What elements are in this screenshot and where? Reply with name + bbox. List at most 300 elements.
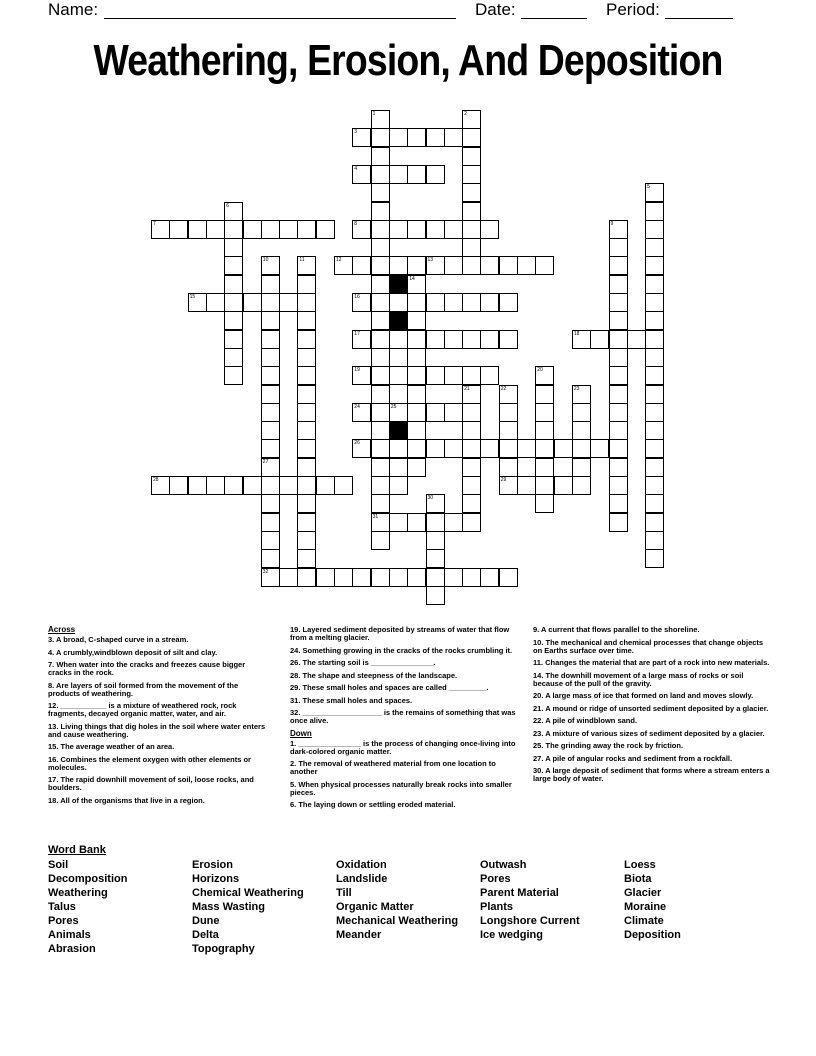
crossword-cell[interactable] bbox=[371, 531, 390, 550]
crossword-cell[interactable] bbox=[371, 568, 390, 587]
clue-down-5: 5. When physical processes naturally break rocks into smaller pieces. bbox=[290, 779, 512, 797]
crossword-cell[interactable] bbox=[389, 165, 408, 184]
clue-down-20: 20. A large mass of ice that formed on land and moves slowly. bbox=[533, 691, 754, 700]
crossword-cell[interactable] bbox=[371, 147, 390, 166]
crossword-cell[interactable] bbox=[462, 165, 481, 184]
crossword-cell[interactable] bbox=[297, 220, 316, 239]
crossword-cell[interactable] bbox=[645, 458, 664, 477]
crossword-cell[interactable] bbox=[517, 256, 536, 275]
crossword-cell[interactable] bbox=[297, 513, 316, 532]
crossword-cell[interactable] bbox=[389, 458, 408, 477]
crossword-cell[interactable] bbox=[499, 330, 518, 349]
crossword-cell[interactable] bbox=[462, 147, 481, 166]
crossword-cell[interactable] bbox=[371, 238, 390, 257]
crossword-cell[interactable] bbox=[535, 366, 554, 385]
crossword-cell[interactable] bbox=[371, 494, 390, 513]
crossword-cell[interactable] bbox=[426, 513, 445, 532]
clue-number: 10 bbox=[262, 257, 269, 264]
crossword-cell[interactable] bbox=[480, 568, 499, 587]
crossword-cell[interactable] bbox=[444, 293, 463, 312]
crossword-cell[interactable] bbox=[224, 275, 243, 294]
crossword-cell[interactable] bbox=[261, 311, 280, 330]
crossword-cell[interactable] bbox=[279, 568, 298, 587]
crossword-cell[interactable] bbox=[645, 385, 664, 404]
crossword-cell[interactable] bbox=[609, 403, 628, 422]
clue-across-12: 12. ___________ is a mixture of weathered rock, rock fragments, decayed organic matter, water, and air. bbox=[48, 701, 237, 718]
crossword-cell[interactable] bbox=[462, 202, 481, 221]
word-bank-item: Horizons bbox=[192, 873, 240, 885]
crossword-cell[interactable] bbox=[407, 275, 426, 294]
crossword-cell[interactable] bbox=[371, 366, 390, 385]
crossword-cell[interactable] bbox=[426, 568, 445, 587]
crossword-cell[interactable] bbox=[609, 366, 628, 385]
crossword-cell[interactable] bbox=[499, 439, 518, 458]
crossword-cell[interactable] bbox=[572, 385, 591, 404]
crossword-cell[interactable] bbox=[261, 513, 280, 532]
crossword-cell[interactable] bbox=[609, 494, 628, 513]
crossword-cell[interactable] bbox=[261, 330, 280, 349]
crossword-cell[interactable] bbox=[371, 110, 390, 129]
clue-number: 15 bbox=[189, 294, 196, 300]
crossword-cell[interactable] bbox=[371, 330, 390, 349]
word-bank-item: Animals bbox=[48, 929, 91, 941]
crossword-cell[interactable] bbox=[279, 293, 298, 312]
crossword-cell[interactable] bbox=[371, 403, 390, 422]
crossword-cell[interactable] bbox=[426, 549, 445, 568]
crossword-cell[interactable] bbox=[371, 183, 390, 202]
crossword-cell[interactable] bbox=[224, 293, 243, 312]
word-bank-item: Parent Material bbox=[480, 887, 559, 899]
crossword-cell[interactable] bbox=[407, 293, 426, 312]
crossword-cell[interactable] bbox=[645, 311, 664, 330]
page-title: Weathering, Erosion, And Deposition bbox=[93, 36, 723, 85]
clue-number: 27 bbox=[262, 458, 269, 465]
crossword-cell[interactable] bbox=[261, 568, 280, 587]
crossword-cell[interactable] bbox=[554, 439, 573, 458]
crossword-cell[interactable] bbox=[426, 494, 445, 513]
crossword-cell[interactable] bbox=[261, 293, 280, 312]
crossword-cell[interactable] bbox=[462, 513, 481, 532]
clue-number: 12 bbox=[336, 257, 342, 264]
crossword-cell[interactable] bbox=[444, 366, 463, 385]
word-bank-item: Abrasion bbox=[48, 943, 96, 955]
crossword-cell[interactable] bbox=[462, 366, 481, 385]
crossword-cell[interactable] bbox=[645, 549, 664, 568]
crossword-cell[interactable] bbox=[609, 513, 628, 532]
crossword-cell[interactable] bbox=[609, 385, 628, 404]
crossword-cell[interactable] bbox=[371, 348, 390, 367]
crossword-cell[interactable] bbox=[645, 330, 664, 349]
crossword-cell[interactable] bbox=[297, 275, 316, 294]
clue-number: 28 bbox=[153, 477, 159, 483]
crossword-cell[interactable] bbox=[389, 513, 408, 532]
crossword-cell[interactable] bbox=[535, 476, 554, 495]
crossword-cell[interactable] bbox=[169, 220, 188, 239]
clue-down-11: 11. Changes the material that are part of a rock into new materials. bbox=[533, 658, 770, 667]
crossword-cell[interactable] bbox=[188, 220, 207, 239]
crossword-cell[interactable] bbox=[444, 513, 463, 532]
crossword-cell[interactable] bbox=[371, 202, 390, 221]
crossword-cell[interactable] bbox=[462, 458, 481, 477]
crossword-cell[interactable] bbox=[554, 476, 573, 495]
crossword-cell[interactable] bbox=[609, 275, 628, 294]
crossword-cell[interactable] bbox=[297, 311, 316, 330]
crossword-cell[interactable] bbox=[609, 330, 628, 349]
crossword-cell[interactable] bbox=[609, 220, 628, 239]
crossword-cell[interactable] bbox=[224, 220, 243, 239]
crossword-cell[interactable] bbox=[389, 330, 408, 349]
crossword-cell[interactable] bbox=[407, 220, 426, 239]
crossword-cell[interactable] bbox=[480, 256, 499, 275]
crossword-cell[interactable] bbox=[572, 421, 591, 440]
crossword-cell[interactable] bbox=[224, 256, 243, 275]
word-bank-item: Pores bbox=[480, 873, 511, 885]
crossword-cell[interactable] bbox=[297, 366, 316, 385]
crossword-cell[interactable] bbox=[645, 421, 664, 440]
crossword-cell[interactable] bbox=[462, 568, 481, 587]
crossword-cell[interactable] bbox=[352, 165, 371, 184]
crossword-cell[interactable] bbox=[371, 439, 390, 458]
crossword-cell[interactable] bbox=[261, 458, 280, 477]
crossword-cell[interactable] bbox=[572, 330, 591, 349]
crossword-cell[interactable] bbox=[297, 531, 316, 550]
crossword-cell[interactable] bbox=[407, 568, 426, 587]
crossword-cell[interactable] bbox=[462, 439, 481, 458]
crossword-cell[interactable] bbox=[645, 439, 664, 458]
crossword-cell[interactable] bbox=[206, 220, 225, 239]
crossword-cell[interactable] bbox=[645, 476, 664, 495]
crossword-cell[interactable] bbox=[261, 439, 280, 458]
crossword-cell[interactable] bbox=[572, 458, 591, 477]
clue-down-23: 23. A mixture of various sizes of sediment deposited by a glacier. bbox=[533, 728, 765, 738]
crossword-cell[interactable] bbox=[645, 256, 664, 275]
crossword-cell[interactable] bbox=[426, 366, 445, 385]
crossword-cell[interactable] bbox=[206, 293, 225, 312]
crossword-cell[interactable] bbox=[407, 403, 426, 422]
clue-number: 24 bbox=[354, 403, 360, 410]
crossword-cell[interactable] bbox=[572, 439, 591, 458]
crossword-cell[interactable] bbox=[297, 330, 316, 349]
crossword-cell[interactable] bbox=[151, 476, 170, 495]
crossword-cell[interactable] bbox=[480, 220, 499, 239]
crossword-cell[interactable] bbox=[261, 348, 280, 367]
crossword-cell[interactable] bbox=[535, 458, 554, 477]
crossword-block bbox=[389, 311, 408, 330]
crossword-cell[interactable] bbox=[462, 421, 481, 440]
crossword-cell[interactable] bbox=[352, 439, 371, 458]
crossword-cell[interactable] bbox=[371, 128, 390, 147]
crossword-cell[interactable] bbox=[371, 220, 390, 239]
crossword-cell[interactable] bbox=[188, 293, 207, 312]
crossword-cell[interactable] bbox=[297, 403, 316, 422]
crossword-cell[interactable] bbox=[590, 439, 609, 458]
crossword-cell[interactable] bbox=[444, 256, 463, 275]
crossword-cell[interactable] bbox=[609, 421, 628, 440]
crossword-cell[interactable] bbox=[645, 293, 664, 312]
crossword-cell[interactable] bbox=[444, 220, 463, 239]
crossword-cell[interactable] bbox=[572, 476, 591, 495]
crossword-cell[interactable] bbox=[261, 421, 280, 440]
crossword-cell[interactable] bbox=[407, 128, 426, 147]
crossword-cell[interactable] bbox=[297, 256, 316, 275]
crossword-cell[interactable] bbox=[224, 366, 243, 385]
crossword-cell[interactable] bbox=[426, 403, 445, 422]
crossword-cell[interactable] bbox=[371, 476, 390, 495]
crossword-cell[interactable] bbox=[645, 275, 664, 294]
crossword-cell[interactable] bbox=[535, 494, 554, 513]
crossword-cell[interactable] bbox=[645, 202, 664, 221]
crossword-cell[interactable] bbox=[371, 256, 390, 275]
crossword-cell[interactable] bbox=[224, 348, 243, 367]
crossword-cell[interactable] bbox=[297, 458, 316, 477]
crossword-cell[interactable] bbox=[389, 476, 408, 495]
crossword-cell[interactable] bbox=[609, 348, 628, 367]
clue-number: 17 bbox=[354, 330, 360, 337]
crossword-cell[interactable] bbox=[389, 256, 408, 275]
crossword-cell[interactable] bbox=[462, 220, 481, 239]
clue-across-19: 19. Layered sediment deposited by streams of water that flow from a melting glacier. bbox=[290, 625, 510, 642]
word-bank-item: Talus bbox=[48, 901, 76, 913]
crossword-cell[interactable] bbox=[261, 385, 280, 404]
crossword-cell[interactable] bbox=[334, 256, 353, 275]
crossword-cell[interactable] bbox=[334, 476, 353, 495]
crossword-cell[interactable] bbox=[535, 403, 554, 422]
crossword-cell[interactable] bbox=[297, 348, 316, 367]
crossword-cell[interactable] bbox=[426, 586, 445, 605]
clue-number: 13 bbox=[427, 257, 434, 264]
clue-number: 32 bbox=[262, 568, 269, 575]
crossword-cell[interactable] bbox=[407, 348, 426, 367]
crossword-cell[interactable] bbox=[499, 476, 518, 495]
crossword-cell[interactable] bbox=[188, 476, 207, 495]
crossword-cell[interactable] bbox=[627, 330, 646, 349]
clue-across-7: 7. When water into the cracks and freezes cause bigger cracks in the rock. bbox=[48, 660, 246, 677]
crossword-cell[interactable] bbox=[206, 476, 225, 495]
crossword-cell[interactable] bbox=[297, 476, 316, 495]
crossword-cell[interactable] bbox=[261, 494, 280, 513]
crossword-cell[interactable] bbox=[352, 293, 371, 312]
crossword-cell[interactable] bbox=[462, 403, 481, 422]
crossword-cell[interactable] bbox=[352, 568, 371, 587]
crossword-cell[interactable] bbox=[407, 311, 426, 330]
crossword-cell[interactable] bbox=[407, 256, 426, 275]
crossword-cell[interactable] bbox=[243, 220, 262, 239]
crossword-cell[interactable] bbox=[645, 220, 664, 239]
crossword-cell[interactable] bbox=[609, 439, 628, 458]
crossword-cell[interactable] bbox=[499, 385, 518, 404]
crossword-cell[interactable] bbox=[316, 568, 335, 587]
clues-column-2 bbox=[290, 626, 520, 814]
clue-across-3: 3. A broad, C-shaped curve in a stream. bbox=[48, 635, 189, 644]
crossword-cell[interactable] bbox=[297, 293, 316, 312]
crossword-cell[interactable] bbox=[426, 165, 445, 184]
crossword-cell[interactable] bbox=[462, 476, 481, 495]
crossword-cell[interactable] bbox=[352, 330, 371, 349]
crossword-cell[interactable] bbox=[316, 476, 335, 495]
crossword-cell[interactable] bbox=[426, 128, 445, 147]
crossword-cell[interactable] bbox=[279, 220, 298, 239]
crossword-cell[interactable] bbox=[371, 458, 390, 477]
crossword-cell[interactable] bbox=[352, 256, 371, 275]
crossword-cell[interactable] bbox=[371, 275, 390, 294]
crossword-cell[interactable] bbox=[645, 531, 664, 550]
crossword-cell[interactable] bbox=[609, 238, 628, 257]
clue-down-2: 2. The removal of weathered material from one location to another bbox=[290, 759, 496, 776]
crossword-cell[interactable] bbox=[243, 476, 262, 495]
crossword-cell[interactable] bbox=[645, 403, 664, 422]
crossword-cell[interactable] bbox=[609, 311, 628, 330]
crossword-cell[interactable] bbox=[371, 165, 390, 184]
crossword-cell[interactable] bbox=[389, 220, 408, 239]
crossword-cell[interactable] bbox=[426, 531, 445, 550]
crossword-cell[interactable] bbox=[499, 256, 518, 275]
clue-down-27: 27. A pile of angular rocks and sediment from a rockfall. bbox=[533, 753, 733, 763]
crossword-cell[interactable] bbox=[407, 421, 426, 440]
crossword-cell[interactable] bbox=[462, 110, 481, 129]
crossword-cell[interactable] bbox=[371, 293, 390, 312]
crossword-cell[interactable] bbox=[407, 366, 426, 385]
crossword-cell[interactable] bbox=[462, 494, 481, 513]
crossword-cell[interactable] bbox=[407, 330, 426, 349]
word-bank-item: Glacier bbox=[624, 887, 662, 899]
crossword-cell[interactable] bbox=[426, 256, 445, 275]
crossword-cell[interactable] bbox=[389, 128, 408, 147]
crossword-cell[interactable] bbox=[426, 220, 445, 239]
clue-across-26: 26. The starting soil is _______________. bbox=[290, 658, 436, 667]
crossword-cell[interactable] bbox=[371, 311, 390, 330]
crossword-cell[interactable] bbox=[444, 568, 463, 587]
crossword-cell[interactable] bbox=[609, 476, 628, 495]
crossword-cell[interactable] bbox=[590, 330, 609, 349]
crossword-cell[interactable] bbox=[389, 439, 408, 458]
crossword-cell[interactable] bbox=[297, 439, 316, 458]
clue-across-15: 15. The average weather of an area. bbox=[48, 742, 175, 751]
crossword-cell[interactable] bbox=[224, 476, 243, 495]
crossword-cell[interactable] bbox=[645, 366, 664, 385]
crossword-cell[interactable] bbox=[352, 366, 371, 385]
crossword-cell[interactable] bbox=[480, 330, 499, 349]
crossword-cell[interactable] bbox=[389, 568, 408, 587]
crossword-cell[interactable] bbox=[444, 128, 463, 147]
crossword-cell[interactable] bbox=[224, 330, 243, 349]
crossword-cell[interactable] bbox=[645, 494, 664, 513]
crossword-cell[interactable] bbox=[499, 568, 518, 587]
crossword-cell[interactable] bbox=[352, 128, 371, 147]
crossword-cell[interactable] bbox=[499, 293, 518, 312]
crossword-cell[interactable] bbox=[609, 458, 628, 477]
crossword-cell[interactable] bbox=[517, 476, 536, 495]
crossword-cell[interactable] bbox=[645, 348, 664, 367]
crossword-cell[interactable] bbox=[151, 220, 170, 239]
clue-across-32: 32. ___________________ is the remains of something that was once alive. bbox=[290, 708, 516, 725]
crossword-cell[interactable] bbox=[407, 513, 426, 532]
crossword-cell[interactable] bbox=[645, 183, 664, 202]
crossword-cell[interactable] bbox=[224, 202, 243, 221]
crossword-cell[interactable] bbox=[297, 568, 316, 587]
crossword-cell[interactable] bbox=[462, 330, 481, 349]
crossword-cell[interactable] bbox=[480, 293, 499, 312]
crossword-cell[interactable] bbox=[462, 128, 481, 147]
crossword-cell[interactable] bbox=[499, 458, 518, 477]
crossword-cell[interactable] bbox=[389, 293, 408, 312]
crossword-cell[interactable] bbox=[535, 421, 554, 440]
crossword-cell[interactable] bbox=[426, 439, 445, 458]
clue-number: 30 bbox=[427, 495, 434, 502]
crossword-cell[interactable] bbox=[224, 238, 243, 257]
crossword-cell[interactable] bbox=[261, 476, 280, 495]
crossword-cell[interactable] bbox=[389, 403, 408, 422]
word-bank-item: Outwash bbox=[480, 859, 527, 871]
crossword-cell[interactable] bbox=[444, 403, 463, 422]
crossword-cell[interactable] bbox=[261, 403, 280, 422]
crossword-cell[interactable] bbox=[609, 256, 628, 275]
crossword-cell[interactable] bbox=[407, 458, 426, 477]
word-bank-item: Pores bbox=[48, 915, 79, 927]
crossword-cell[interactable] bbox=[261, 256, 280, 275]
crossword-cell[interactable] bbox=[407, 165, 426, 184]
crossword-cell[interactable] bbox=[261, 531, 280, 550]
crossword-cell[interactable] bbox=[480, 366, 499, 385]
crossword-cell[interactable] bbox=[645, 513, 664, 532]
crossword-cell[interactable] bbox=[444, 330, 463, 349]
crossword-cell[interactable] bbox=[352, 403, 371, 422]
crossword-cell[interactable] bbox=[462, 183, 481, 202]
word-bank-item: Organic Matter bbox=[336, 901, 414, 913]
crossword-cell[interactable] bbox=[297, 494, 316, 513]
crossword-cell[interactable] bbox=[261, 220, 280, 239]
crossword-cell[interactable] bbox=[169, 476, 188, 495]
crossword-cell[interactable] bbox=[224, 311, 243, 330]
crossword-cell[interactable] bbox=[609, 293, 628, 312]
crossword-cell[interactable] bbox=[297, 549, 316, 568]
crossword-cell[interactable] bbox=[297, 385, 316, 404]
crossword-cell[interactable] bbox=[371, 421, 390, 440]
crossword-cell[interactable] bbox=[426, 330, 445, 349]
crossword-cell[interactable] bbox=[407, 439, 426, 458]
crossword-cell[interactable] bbox=[480, 439, 499, 458]
crossword-cell[interactable] bbox=[316, 220, 335, 239]
crossword-cell[interactable] bbox=[243, 293, 262, 312]
crossword-cell[interactable] bbox=[645, 238, 664, 257]
crossword-cell[interactable] bbox=[499, 403, 518, 422]
crossword-cell[interactable] bbox=[261, 549, 280, 568]
crossword-cell[interactable] bbox=[499, 421, 518, 440]
crossword-cell[interactable] bbox=[572, 403, 591, 422]
crossword-cell[interactable] bbox=[352, 220, 371, 239]
crossword-cell[interactable] bbox=[261, 366, 280, 385]
crossword-cell[interactable] bbox=[407, 385, 426, 404]
crossword-cell[interactable] bbox=[535, 385, 554, 404]
crossword-cell[interactable] bbox=[535, 439, 554, 458]
crossword-cell[interactable] bbox=[297, 421, 316, 440]
crossword-cell[interactable] bbox=[371, 385, 390, 404]
crossword-cell[interactable] bbox=[517, 439, 536, 458]
crossword-cell[interactable] bbox=[462, 385, 481, 404]
crossword-cell[interactable] bbox=[334, 568, 353, 587]
crossword-cell[interactable] bbox=[261, 275, 280, 294]
crossword-cell[interactable] bbox=[279, 476, 298, 495]
word-bank-column-5 bbox=[624, 858, 681, 942]
crossword-cell[interactable] bbox=[444, 439, 463, 458]
crossword-cell[interactable] bbox=[371, 513, 390, 532]
crossword-cell[interactable] bbox=[462, 238, 481, 257]
crossword-cell[interactable] bbox=[462, 293, 481, 312]
crossword-cell[interactable] bbox=[426, 293, 445, 312]
crossword-cell[interactable] bbox=[389, 366, 408, 385]
word-bank-item: Ice wedging bbox=[480, 929, 543, 941]
crossword-cell[interactable] bbox=[535, 256, 554, 275]
crossword-cell[interactable] bbox=[462, 256, 481, 275]
